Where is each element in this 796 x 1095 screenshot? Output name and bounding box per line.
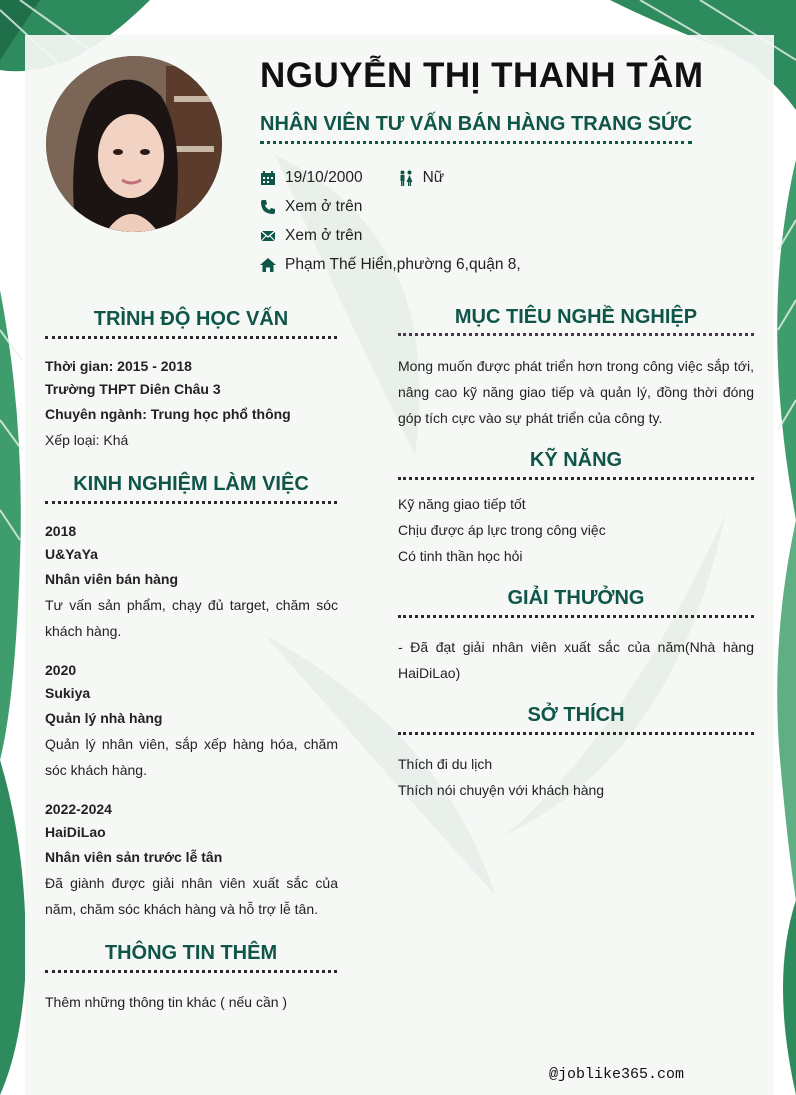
education-school: Trường THPT Diên Châu 3: [45, 381, 221, 397]
experience-company: U&YaYa: [45, 546, 98, 562]
extra-info-title: THÔNG TIN THÊM: [104, 942, 278, 964]
experience-desc: Tư vấn sản phẩm, chạy đủ target, chăm sóc khách hàng.: [45, 597, 338, 639]
divider: [398, 732, 754, 735]
extra-info-text: Thêm những thông tin khác ( nếu cần ): [45, 994, 288, 1010]
footer-watermark: @joblike365.com: [549, 1066, 685, 1083]
experience-year: 2020: [45, 662, 77, 678]
awards-title: GIẢI THƯỞNG: [507, 587, 645, 609]
education-major: Chuyên ngành: Trung học phổ thông: [45, 406, 291, 422]
hobbies-title: SỞ THÍCH: [527, 704, 625, 726]
hobby-item: Thích nói chuyện với khách hàng: [398, 782, 605, 798]
phone: Xem ở trên: [285, 198, 363, 215]
gender-icon: [398, 170, 414, 186]
home-icon: [260, 257, 276, 273]
email-icon: [260, 228, 276, 244]
address: Phạm Thế Hiển,phường 6,quận 8,: [285, 256, 521, 273]
phone-row: [260, 198, 362, 216]
skill-item: Kỹ năng giao tiếp tốt: [398, 496, 526, 512]
candidate-name: NGUYỄN THỊ THANH TÂM: [260, 56, 704, 95]
job-title: NHÂN VIÊN TƯ VẤN BÁN HÀNG TRANG SỨC: [260, 113, 692, 144]
education-title: TRÌNH ĐỘ HỌC VẤN: [93, 308, 289, 330]
objective-text: Mong muốn được phát triển hơn trong công việc sắp tới, nâng cao kỹ năng giao tiếp và quản lý, đồng thời đóng góp tích cực vào sự phát triển của công ty.: [398, 358, 754, 426]
experience-role: Nhân viên bán hàng: [45, 571, 179, 587]
address-row: [260, 256, 521, 274]
experience-company: HaiDiLao: [45, 824, 106, 840]
education-time: Thời gian: 2015 - 2018: [45, 358, 192, 374]
experience-role: Quản lý nhà hàng: [45, 710, 163, 726]
experience-year: 2022-2024: [45, 801, 112, 817]
education-grade: Xếp loại: Khá: [45, 432, 129, 448]
experience-title: KINH NGHIỆM LÀM VIỆC: [73, 473, 309, 495]
avatar: [46, 56, 222, 232]
divider: [398, 477, 754, 480]
experience-role: Nhân viên sản trước lễ tân: [45, 849, 223, 865]
skill-item: Có tinh thần học hỏi: [398, 548, 523, 564]
divider: [45, 501, 337, 504]
hobby-item: Thích đi du lịch: [398, 756, 493, 772]
calendar-icon: [260, 170, 276, 186]
awards-text: - Đã đạt giải nhân viên xuất sắc của năm(Nhà hàng HaiDiLao): [398, 639, 754, 681]
experience-desc: Đã giành được giải nhân viên xuất sắc của năm, chăm sóc khách hàng và hỗ trợ lễ tân.: [45, 875, 338, 917]
experience-company: Sukiya: [45, 685, 91, 701]
divider: [45, 970, 337, 973]
skills-title: KỸ NĂNG: [529, 449, 623, 471]
skill-item: Chịu được áp lực trong công việc: [398, 522, 606, 538]
experience-desc: Quản lý nhân viên, sắp xếp hàng hóa, chăm sóc khách hàng.: [45, 736, 338, 778]
email: Xem ở trên: [285, 227, 363, 244]
objective-title: MỤC TIÊU NGHỀ NGHIỆP: [454, 306, 698, 328]
birthdate: 19/10/2000: [285, 169, 363, 186]
gender: Nữ: [422, 169, 445, 186]
divider: [45, 336, 337, 339]
divider: [398, 333, 754, 336]
divider: [398, 615, 754, 618]
birthdate-row: [260, 169, 444, 187]
email-row: [260, 227, 362, 245]
experience-year: 2018: [45, 523, 77, 539]
phone-icon: [260, 199, 276, 215]
